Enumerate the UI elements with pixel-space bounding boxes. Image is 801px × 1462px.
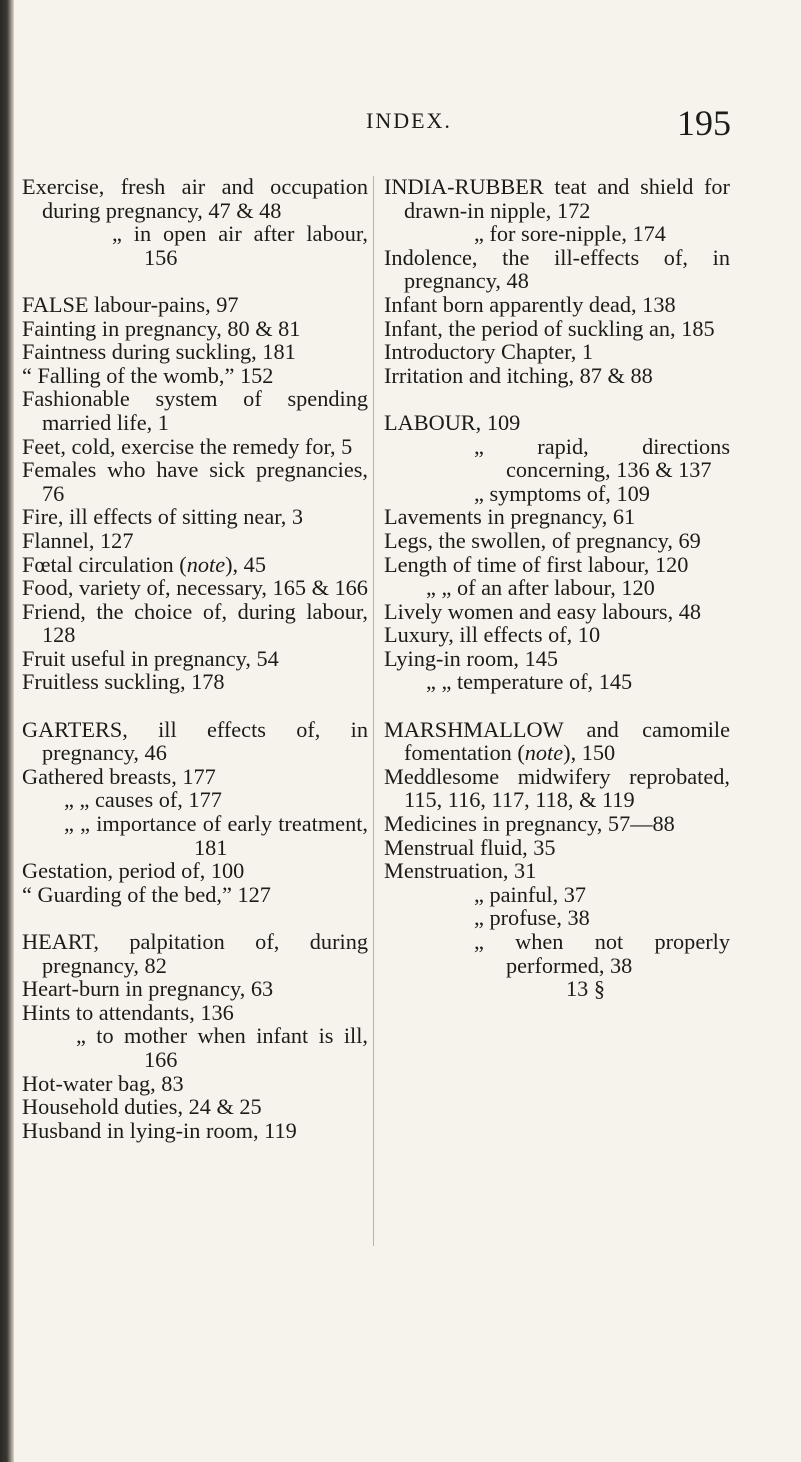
index-subentry: „ in open air after labour, 156 (112, 221, 368, 270)
index-entry: Infant born apparently dead, 138 (384, 291, 676, 317)
index-entry: Exercise, fresh air and occupation during pregnancy, 47 & 48 (22, 174, 368, 223)
column-divider (373, 176, 374, 1246)
index-entry: Irritation and itching, 87 & 88 (384, 362, 653, 388)
index-entry: HEART, palpitation of, during pregnancy, 82 (22, 929, 368, 978)
index-entry: FALSE labour-pains, 97 (22, 291, 239, 317)
index-subentry: „ to mother when infant is ill, 166 (76, 1023, 368, 1072)
index-subentry: „ symptoms of, 109 (474, 480, 650, 506)
index-entry: Fire, ill effects of sitting near, 3 (22, 504, 304, 530)
index-entry: Heart-burn in pregnancy, 63 (22, 976, 274, 1002)
index-subentry: „ „ of an after labour, 120 (426, 575, 655, 601)
index-entry: Friend, the choice of, during labour, 128 (22, 598, 368, 648)
index-entry: Gestation, period of, 100 (22, 858, 245, 884)
index-entry: “ Guarding of the bed,” 127 (22, 881, 271, 907)
running-title: INDEX. (366, 108, 452, 133)
index-entry: Lively women and easy labours, 48 (384, 598, 702, 624)
index-entry: Household duties, 24 & 25 (22, 1094, 262, 1120)
index-entry: Hot-water bag, 83 (22, 1070, 184, 1096)
left-column (22, 175, 368, 1142)
index-entry: INDIA-RUBBER teat and shield for drawn-in nipple, 172 (384, 174, 730, 223)
index-entry: Husband in lying-in room, 119 (22, 1117, 297, 1143)
index-subentry: „ rapid, directions concerning, 136 & 137 (474, 433, 730, 483)
index-entry: Medicines in pregnancy, 57—88 (384, 811, 675, 837)
index-entry: Infant, the period of suckling an, 185 (384, 315, 715, 341)
index-entry: Lavements in pregnancy, 61 (384, 504, 636, 530)
index-entry: Hints to attendants, 136 (22, 999, 234, 1025)
index-entry: Fruitless suckling, 178 (22, 669, 225, 695)
index-entry: Lying-in room, 145 (384, 645, 559, 671)
index-subentry: „ when not properly performed, 38 (474, 929, 730, 978)
index-entry: Indolence, the ill-effects of, in pregnancy, 48 (384, 244, 730, 294)
index-entry: Feet, cold, exercise the remedy for, 5 (22, 433, 353, 459)
right-column (384, 175, 730, 1001)
book-binding-edge (0, 0, 14, 1462)
index-subentry: „ „ causes of, 177 (64, 787, 222, 813)
index-entry: Legs, the swollen, of pregnancy, 69 (384, 527, 701, 553)
index-entry: Fainting in pregnancy, 80 & 81 (22, 315, 301, 341)
index-entry: Fruit useful in pregnancy, 54 (22, 645, 279, 671)
index-entry: Gathered breasts, 177 (22, 763, 216, 789)
index-entry: Fœtal circulation (note), 45 (22, 551, 266, 577)
index-entry: Introductory Chapter, 1 (384, 339, 594, 365)
index-entry: Flannel, 127 (22, 527, 134, 553)
index-subentry: „ painful, 37 (474, 881, 587, 907)
page-number: 195 (677, 103, 731, 143)
index-entry: “ Falling of the womb,” 152 (22, 362, 274, 388)
index-entry: Luxury, ill effects of, 10 (384, 622, 601, 648)
index-entry: Food, variety of, necessary, 165 & 166 (22, 575, 368, 601)
index-subentry: „ „ temperature of, 145 (426, 669, 633, 695)
index-entry: Females who have sick pregnancies, 76 (22, 457, 368, 506)
index-entry: Fashionable system of spending married life, 1 (22, 386, 368, 435)
index-subentry: „ profuse, 38 (474, 905, 590, 931)
index-entry: Menstrual fluid, 35 (384, 834, 556, 860)
index-entry: Length of time of first labour, 120 (384, 551, 689, 577)
index-entry: LABOUR, 109 (384, 409, 521, 435)
index-entry: Menstruation, 31 (384, 858, 537, 884)
index-subentry: „ „ importance of early treatment, 181 (64, 811, 368, 860)
index-subentry: „ for sore-nipple, 174 (474, 221, 666, 247)
index-entry: Faintness during suckling, 181 (22, 339, 296, 365)
index-entry: MARSHMALLOW and camomile fomentation (note), 150 (384, 716, 730, 766)
catchword: 13 § (566, 976, 606, 1002)
index-entry: GARTERS, ill effects of, in pregnancy, 46 (22, 716, 368, 766)
page-header (0, 104, 801, 144)
index-entry: Meddlesome midwifery reprobated, 115, 116, 117, 118, & 119 (384, 763, 730, 813)
